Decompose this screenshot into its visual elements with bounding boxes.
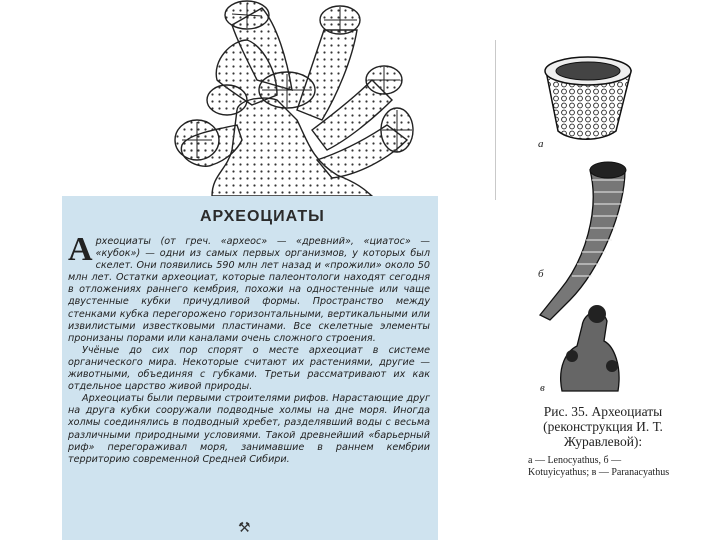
article-body: [68, 231, 430, 466]
paragraph-1-text: рхеоциаты (от греч. «археос» — «древний», «циатос» — «кубок») — одни из самых первых организмов, у которых был скелет. Они появились 590 млн лет назад и «прожили» около 50 млн лет. Остатки археоциат, которые палеонтологи находят сегодня в отложениях раннего кембрия, похожи на одностенные или чаще двустенные кубки причудливой формы. Пространство между стенками кубка перегорожено горизонтальными, вертикальными или извилистыми известковыми пластинами. Все скелетные элементы пронизаны порами или каналами очень сложного строения.: [68, 236, 430, 344]
caption-title: Рис. 35. Археоциаты (реконструкция И. Т. Журавлевой):: [543, 404, 663, 449]
fig-label-a: а: [538, 138, 544, 150]
crossed-hammers-icon: ⚒: [238, 519, 251, 535]
archaeocyath-colony-icon: [62, 0, 500, 196]
caption-legend: а — Lenocyathus, б — Kotuyicyathus; в — Paranacyathus: [528, 455, 670, 478]
column-divider: [495, 40, 496, 200]
fig-label-b: б: [538, 268, 544, 280]
paragraph-2: Учёные до сих пор спорят о месте археоциат в системе органического мира. Некоторые считают их растениями, другие — животными, объединяя с губками. Третьи рассматривают их как отдельное царство живой природы.: [68, 344, 430, 393]
fig-label-c: в: [540, 382, 545, 394]
article-title: АРХЕОЦИАТЫ: [200, 208, 325, 225]
reef-illustration: [62, 0, 500, 196]
figure-caption: [528, 404, 678, 479]
drop-cap: А: [68, 231, 93, 268]
paragraph-1: [68, 231, 430, 345]
lenocyathus-icon: [536, 46, 646, 146]
paragraph-3: Археоциаты были первыми строителями рифов. Нарастающие друг на друга кубки сооружали подводные холмы на дне моря. Иногда холмы соединялись в подводный хребет, разделявший воды с весьма различными природными условиями. Такой древнейший «барьерный риф» перегораживал моря, занимавшие в раннем кембрии территорию современной Средней Сибири.: [68, 393, 430, 465]
paranacyathus-icon: [552, 296, 632, 396]
